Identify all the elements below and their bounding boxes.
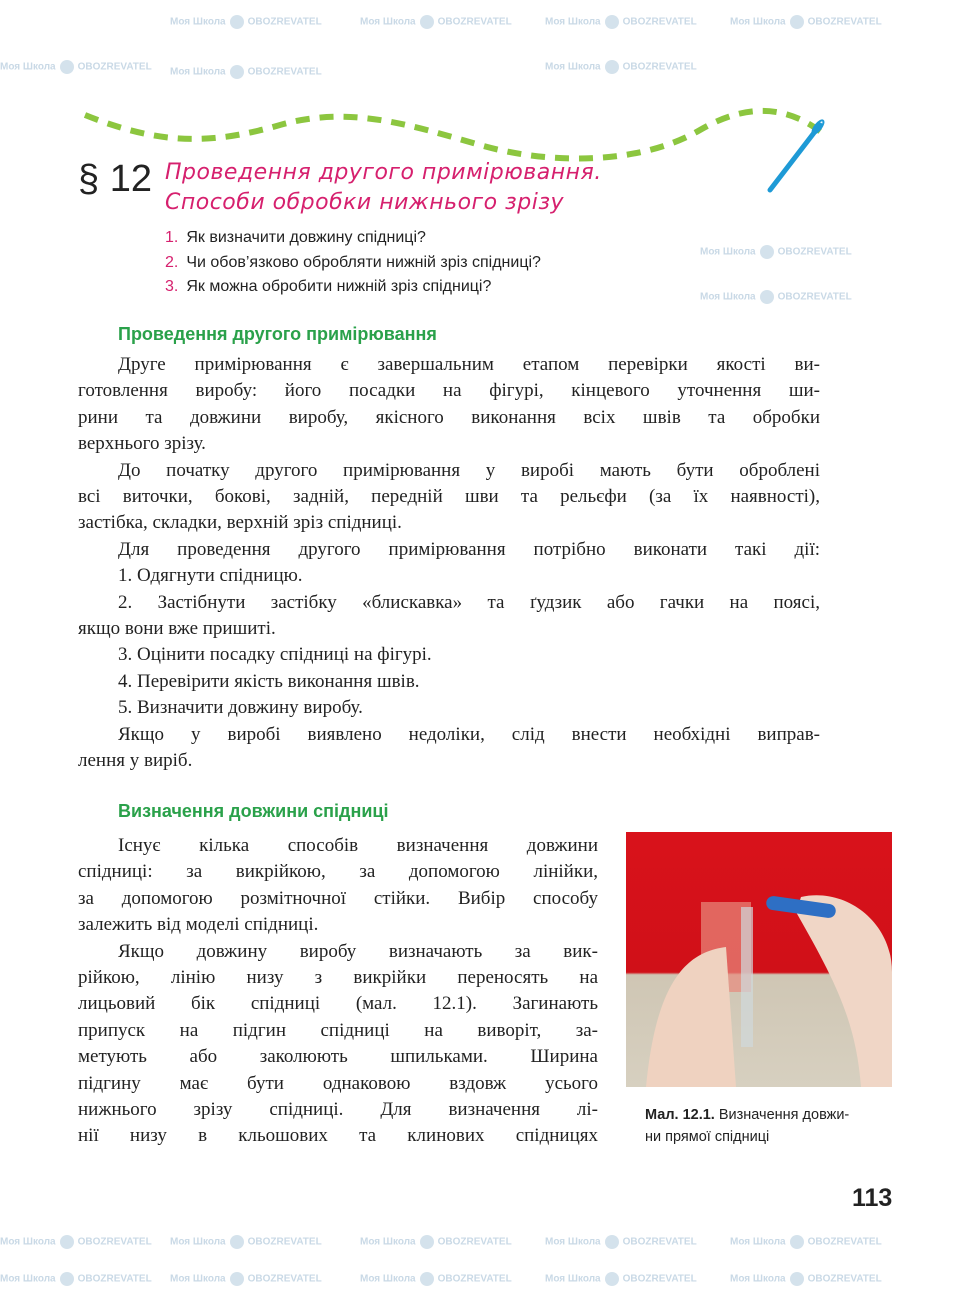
watermark: Моя Школа OBOZREVATEL <box>730 1273 882 1285</box>
obozrevatel-logo-icon <box>420 1272 434 1286</box>
watermark: Моя Школа OBOZREVATEL <box>360 1236 512 1248</box>
text-line: Якщо довжину виробу визначають за вик- <box>118 940 598 962</box>
watermark: Моя Школа OBOZREVATEL <box>545 61 697 73</box>
watermark: Моя Школа OBOZREVATEL <box>170 16 322 28</box>
question-item: 1. Як визначити довжину спідниці? <box>165 229 426 246</box>
text-line: верхнього зрізу. <box>78 433 206 455</box>
figure-label: Мал. 12.1. <box>645 1107 715 1123</box>
question-list <box>165 226 541 300</box>
title-line: Способи обробки нижнього зрізу <box>165 190 565 215</box>
watermark: Моя Школа OBOZREVATEL <box>0 61 152 73</box>
watermark: Моя Школа OBOZREVATEL <box>360 1273 512 1285</box>
photo-illustration <box>626 832 892 1087</box>
section-body <box>78 352 820 775</box>
watermark: Моя Школа OBOZREVATEL <box>170 1273 322 1285</box>
text-line: Якщо у виробі виявлено недоліки, слід внести необхідні виправ- <box>118 723 820 745</box>
section-heading: Проведення другого примірювання <box>118 324 437 344</box>
text-line: якщо вони вже пришиті. <box>78 618 276 640</box>
watermark: Моя Школа OBOZREVATEL <box>360 16 512 28</box>
obozrevatel-logo-icon <box>230 15 244 29</box>
watermark: Моя Школа OBOZREVATEL <box>545 1273 697 1285</box>
obozrevatel-logo-icon <box>230 1235 244 1249</box>
obozrevatel-logo-icon <box>60 60 74 74</box>
text-line: припуск на підгин спідниці на виворіт, за- <box>78 1019 598 1041</box>
section-number: § 12 <box>78 158 152 200</box>
text-line: залежить від моделі спідниці. <box>78 914 319 936</box>
text-line: метують або заколюють шпильками. Ширина <box>78 1046 598 1068</box>
watermark: Моя Школа OBOZREVATEL <box>700 246 852 258</box>
text-line: застібка, складки, верхній зріз спідниці. <box>78 512 402 534</box>
obozrevatel-logo-icon <box>760 245 774 259</box>
text-line: лення у виріб. <box>78 750 193 772</box>
obozrevatel-logo-icon <box>605 1272 619 1286</box>
figure-caption: Мал. 12.1. Визначення довжи- ни прямої спідниці <box>645 1107 850 1145</box>
page-number: 113 <box>852 1184 893 1212</box>
obozrevatel-logo-icon <box>790 15 804 29</box>
text-line: лицьовий бік спідниці (мал. 12.1). Загинають <box>78 993 598 1015</box>
text-line: за допомогою розмітночної стійки. Вибір способу <box>78 887 598 909</box>
watermark: Моя Школа OBOZREVATEL <box>730 1236 882 1248</box>
text-line: Існує кілька способів визначення довжини <box>118 835 598 856</box>
obozrevatel-logo-icon <box>230 65 244 79</box>
text-line: рини та довжини виробу, якісного виконання всіх швів та обробки <box>78 406 820 428</box>
obozrevatel-logo-icon <box>605 15 619 29</box>
watermark: Моя Школа OBOZREVATEL <box>170 66 322 78</box>
text-line: рійкою, лінію низу з викрійки переносять на <box>78 967 598 989</box>
obozrevatel-logo-icon <box>760 290 774 304</box>
text-line: Для проведення другого примірювання потрібно виконати такі дії: <box>118 538 820 560</box>
obozrevatel-logo-icon <box>420 1235 434 1249</box>
text-line: Друге примірювання є завершальним етапом перевірки якості ви- <box>118 354 820 375</box>
watermark: Моя Школа OBOZREVATEL <box>545 16 697 28</box>
obozrevatel-logo-icon <box>60 1272 74 1286</box>
text-line: 1. Одягнути спідницю. <box>118 565 303 587</box>
text-line: До початку другого примірювання у виробі мають бути оброблені <box>118 459 820 481</box>
obozrevatel-logo-icon <box>605 60 619 74</box>
figure-photo <box>626 832 892 1087</box>
text-line: нижнього зрізу спідниці. Для визначення лі- <box>78 1099 598 1121</box>
text-line: всі виточки, бокові, задній, передній шви та рельєфи (за їх наявності), <box>78 486 820 508</box>
text-line: 3. Оцінити посадку спідниці на фігурі. <box>118 644 432 666</box>
watermark: Моя Школа OBOZREVATEL <box>170 1236 322 1248</box>
obozrevatel-logo-icon <box>790 1235 804 1249</box>
text-line: готовлення виробу: його посадки на фігурі, кінцевого уточнення ши- <box>78 380 820 402</box>
obozrevatel-logo-icon <box>60 1235 74 1249</box>
watermark: Моя Школа OBOZREVATEL <box>700 291 852 303</box>
watermark: Моя Школа OBOZREVATEL <box>0 1236 152 1248</box>
text-line: 2. Застібнути застібку «блискавка» та ґудзик або гачки на поясі, <box>118 591 820 613</box>
text-line: підгину має бути однаковою вздовж усього <box>78 1072 598 1094</box>
obozrevatel-logo-icon <box>420 15 434 29</box>
obozrevatel-logo-icon <box>605 1235 619 1249</box>
obozrevatel-logo-icon <box>790 1272 804 1286</box>
needle-icon <box>770 119 825 190</box>
question-item: 3. Як можна обробити нижній зріз спідниці? <box>165 278 492 295</box>
section-body <box>78 833 598 1150</box>
watermark: Моя Школа OBOZREVATEL <box>730 16 882 28</box>
text-line: спідниці: за викрійкою, за допомогою лінійки, <box>78 861 598 883</box>
section-heading: Визначення довжини спідниці <box>118 801 389 821</box>
text-line: 4. Перевірити якість виконання швів. <box>118 670 420 692</box>
title-line: Проведення другого примірювання. <box>165 160 602 185</box>
obozrevatel-logo-icon <box>230 1272 244 1286</box>
text-line: 5. Визначити довжину виробу. <box>118 697 363 719</box>
watermark: Моя Школа OBOZREVATEL <box>0 1273 152 1285</box>
text-line: нії низу в кльошових та клинових спідницях <box>78 1125 598 1147</box>
page-title <box>165 158 602 218</box>
question-item: 2. Чи обов’язково обробляти нижній зріз спідниці? <box>165 253 541 271</box>
watermark: Моя Школа OBOZREVATEL <box>545 1236 697 1248</box>
